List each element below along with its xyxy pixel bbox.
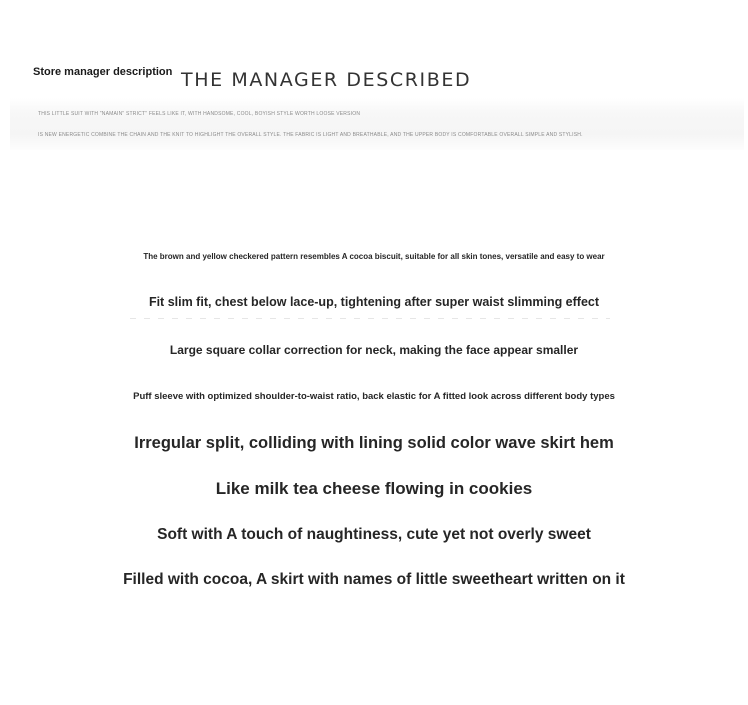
description-line: Irregular split, colliding with lining solid color wave skirt hem: [134, 434, 614, 452]
intro-text-line: IS NEW ENERGETIC COMBINE THE CHAIN AND THE KNIT TO HIGHLIGHT THE OVERALL STYLE. THE FABRIC IS LIGHT AND BREATHABLE, AND THE UPPER BODY IS COMFORTABLE OVERALL SIMPLE AND STYLISH.: [38, 132, 583, 138]
intro-text-line: THIS LITTLE SUIT WITH "NAMAIN" STRICT" FEELS LIKE IT, WITH HANDSOME, COOL, BOYISH STYLE WORTH LOOSE VERSION: [38, 111, 361, 117]
page-title: THE MANAGER DESCRIBED: [181, 69, 472, 91]
description-line: Soft with A touch of naughtiness, cute yet not overly sweet: [157, 526, 591, 543]
store-manager-label: Store manager description: [33, 66, 173, 78]
intro-band: [10, 98, 744, 150]
description-line: Like milk tea cheese flowing in cookies: [215, 479, 533, 498]
description-line: Puff sleeve with optimized shoulder-to-waist ratio, back elastic for A fitted look across different body types: [133, 391, 615, 402]
divider: [130, 318, 610, 319]
description-line: Fit slim fit, chest below lace-up, tightening after super waist slimming effect: [148, 295, 600, 309]
description-line: Filled with cocoa, A skirt with names of little sweetheart written on it: [123, 571, 625, 588]
description-line: The brown and yellow checkered pattern resembles A cocoa biscuit, suitable for all skin tones, versatile and easy to wear: [143, 252, 605, 261]
description-line: Large square collar correction for neck, making the face appear smaller: [169, 343, 579, 357]
